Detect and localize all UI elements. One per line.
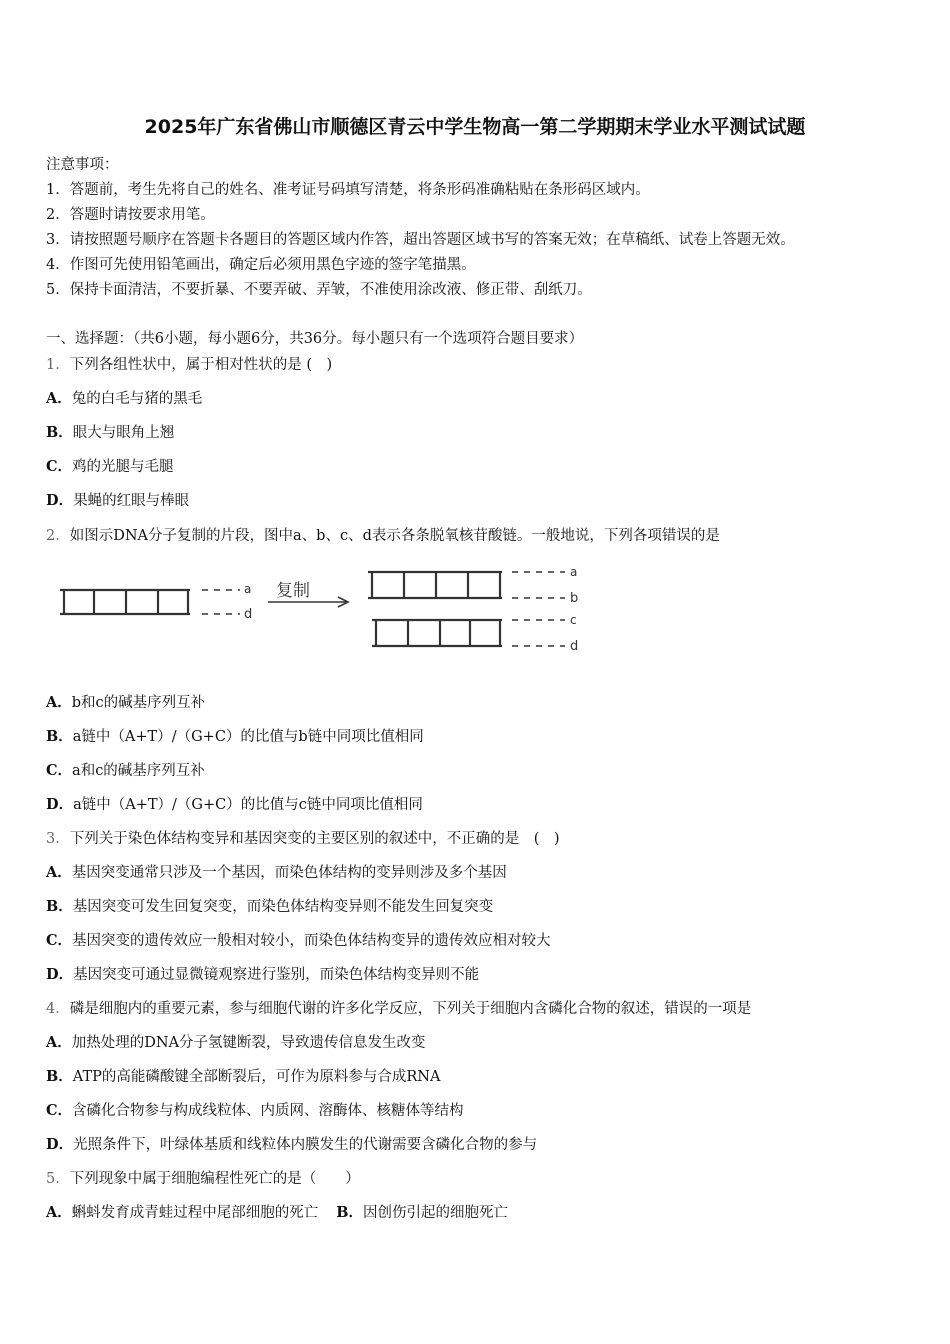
question-number: 5． xyxy=(46,1171,70,1187)
option xyxy=(46,895,493,916)
dna-replication-figure xyxy=(50,560,610,660)
option-text: 鸡的光腿与毛腿 xyxy=(72,459,174,475)
option-text: 基因突变可通过显微镜观察进行鉴别，而染色体结构变异则不能 xyxy=(73,967,480,983)
option-label: C． xyxy=(46,932,73,949)
option-label: D． xyxy=(46,492,74,509)
strand-label: d xyxy=(244,607,253,622)
strand-label: a xyxy=(244,582,252,596)
option-text: 基因突变可发生回复突变，而染色体结构变异则不能发生回复突变 xyxy=(72,899,494,915)
option-text: ATP的高能磷酸键全部断裂后，可作为原料参与合成RNA xyxy=(72,1069,441,1085)
strand-label: b xyxy=(570,591,579,606)
question-stem: 如图示DNA分子复制的片段，图中a、b、c、d表示各条脱氧核苷酸链。一般地说，下列各项错误的是 xyxy=(69,528,720,544)
question-stem: 磷是细胞内的重要元素，参与细胞代谢的许多化学反应，下列关于细胞内含磷化合物的叙述，错误的一项是 xyxy=(69,1001,752,1017)
option-text: 含磷化合物参与构成线粒体、内质网、溶酶体、核糖体等结构 xyxy=(72,1103,464,1119)
notice-item: 3．请按照题号顺序在答题卡各题目的答题区域内作答，超出答题区域书写的答案无效；在草稿纸、试卷上答题无效。 xyxy=(46,232,795,248)
option-label: B． xyxy=(46,898,73,915)
option xyxy=(46,759,205,780)
question-number: 3． xyxy=(46,831,70,847)
section-heading: 一、选择题：（共6小题，每小题6分，共36分。每小题只有一个选项符合题目要求） xyxy=(46,331,584,347)
option-text: 蝌蚪发育成青蛙过程中尾部细胞的死亡 xyxy=(71,1205,319,1221)
option xyxy=(46,1133,537,1154)
option xyxy=(46,725,424,746)
option-text: a链中（A+T）/（G+C）的比值与b链中同项比值相同 xyxy=(72,729,424,745)
notice-item: 5．保持卡面清洁，不要折暴、不要弄破、弄皱，不准使用涂改液、修正带、刮纸刀。 xyxy=(46,282,592,298)
option xyxy=(46,1065,440,1086)
strand-label: d xyxy=(570,639,579,654)
option-label: D． xyxy=(46,1136,74,1153)
option-text: 果蝇的红眼与棒眼 xyxy=(73,493,190,509)
option-label: A． xyxy=(46,1204,72,1221)
option-text: a链中（A+T）/（G+C）的比值与c链中同项比值相同 xyxy=(73,797,423,813)
option xyxy=(46,455,174,476)
option-label: A． xyxy=(46,694,72,711)
option-text: 眼大与眼角上翘 xyxy=(72,425,175,441)
option-label: B． xyxy=(46,424,73,441)
option xyxy=(46,1031,426,1052)
option-text: a和c的碱基序列互补 xyxy=(72,763,205,779)
option xyxy=(46,929,551,950)
option xyxy=(46,1099,464,1120)
question-stem: 下列关于染色体结构变异和基因突变的主要区别的叙述中，不正确的是 ( ) xyxy=(69,831,560,847)
option-label: D． xyxy=(46,796,74,813)
option-text: 加热处理的DNA分子氢键断裂，导致遗传信息发生改变 xyxy=(71,1035,426,1051)
question-2 xyxy=(46,524,720,545)
option-text: b和c的碱基序列互补 xyxy=(71,695,206,711)
option-label: B． xyxy=(46,1068,73,1085)
question-number: 2． xyxy=(46,528,70,544)
question-number: 4． xyxy=(46,1001,70,1017)
option xyxy=(46,691,205,712)
option-label: A． xyxy=(46,1034,72,1051)
option-text: 光照条件下，叶绿体基质和线粒体内膜发生的代谢需要含磷化合物的参与 xyxy=(73,1137,538,1153)
option-text: 因创伤引起的细胞死亡 xyxy=(363,1205,509,1221)
question-stem: 下列各组性状中，属于相对性状的是 ( ) xyxy=(69,357,333,373)
option-label: A． xyxy=(46,864,72,881)
option-label: C． xyxy=(46,458,73,475)
option-row xyxy=(46,1201,508,1222)
option-label: D． xyxy=(46,966,74,983)
page-title: 2025年广东省佛山市顺德区青云中学生物高一第二学期期末学业水平测试试题 xyxy=(144,116,806,138)
arrow-label: 复制 xyxy=(276,581,310,601)
notice-heading: 注意事项： xyxy=(46,157,119,173)
strand-label: a xyxy=(570,565,578,579)
option-label: C． xyxy=(46,762,73,779)
notice-item: 1．答题前，考生先将自己的姓名、准考证号码填写清楚，将条形码准确粘贴在条形码区域内。 xyxy=(46,182,650,198)
question-number: 1． xyxy=(46,357,70,373)
strand-label: c xyxy=(570,613,577,627)
notice-item: 2．答题时请按要求用笔。 xyxy=(46,207,215,223)
option xyxy=(46,963,479,984)
option-label: A． xyxy=(46,390,72,407)
option xyxy=(46,387,202,408)
option-label: B． xyxy=(46,728,73,745)
option xyxy=(46,421,174,442)
option-text: 基因突变通常只涉及一个基因，而染色体结构的变异则涉及多个基因 xyxy=(71,865,507,881)
option xyxy=(46,861,507,882)
question-3 xyxy=(46,827,560,848)
question-5 xyxy=(46,1167,360,1188)
option-text: 基因突变的遗传效应一般相对较小，而染色体结构变异的遗传效应相对较大 xyxy=(72,933,551,949)
option xyxy=(46,489,189,510)
option-label: C． xyxy=(46,1102,73,1119)
question-stem: 下列现象中属于细胞编程性死亡的是（ ） xyxy=(69,1171,360,1187)
option xyxy=(46,793,423,814)
question-4 xyxy=(46,997,751,1018)
option-text: 兔的白毛与猪的黑毛 xyxy=(71,391,203,407)
question-1 xyxy=(46,353,332,374)
notice-item: 4．作图可先使用铅笔画出，确定后必须用黑色字迹的签字笔描黑。 xyxy=(46,257,476,273)
option-label: B． xyxy=(336,1204,364,1221)
